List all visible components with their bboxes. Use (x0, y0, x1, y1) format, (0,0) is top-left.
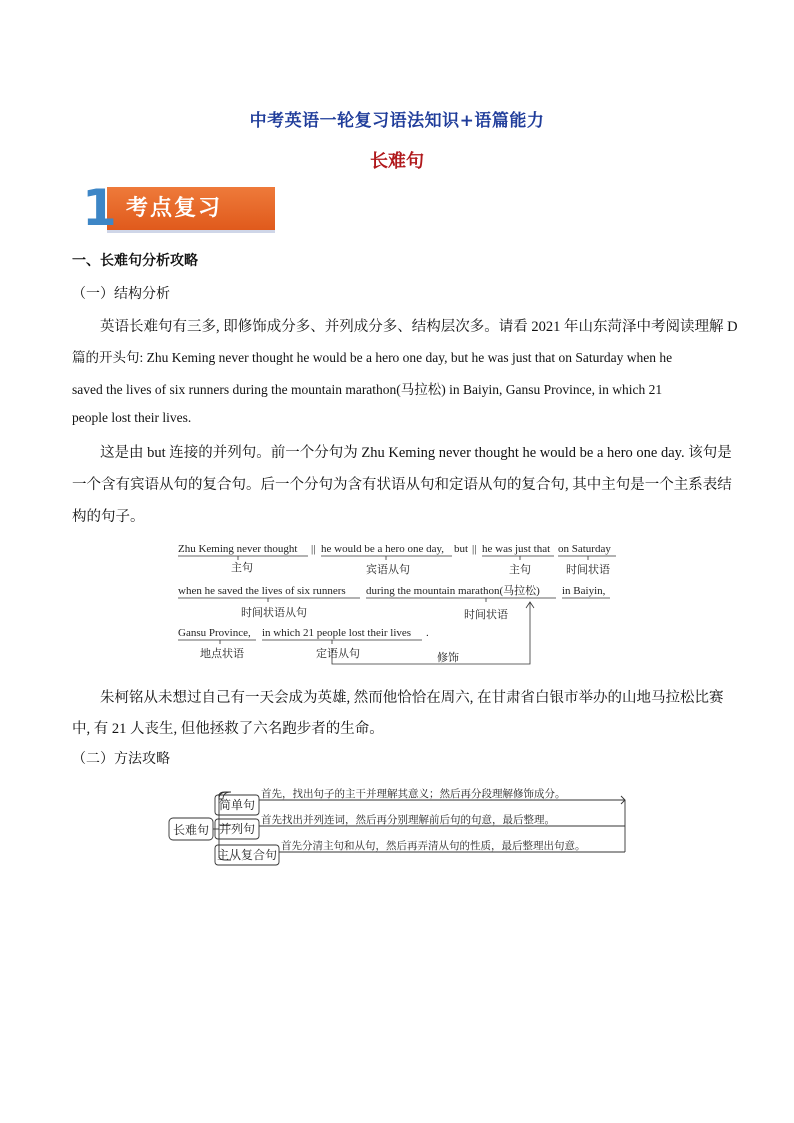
paragraph-line: 构的句子。 (72, 509, 145, 525)
section-badge-label: 考点复习 (126, 195, 223, 221)
document-subtitle: 长难句 (370, 151, 424, 172)
diagram-separator: || (472, 543, 477, 555)
paragraph-line: people lost their lives. (72, 410, 192, 425)
diagram-label: 定语从句 (316, 648, 360, 660)
diagram-segment: . (426, 627, 429, 639)
paragraph-line: 英语长难句有三多, 即修饰成分多、并列成分多、结构层次多。请看 2021 年山东菏泽中考阅读理解 D (100, 319, 738, 335)
diagram-segment: he would be a hero one day, (321, 543, 444, 555)
method-item-label: 并列句 (218, 822, 256, 836)
section-heading: 一、长难句分析攻略 (72, 253, 198, 269)
section-badge-number: 1 (82, 179, 117, 237)
paragraph-line: 中, 有 21 人丧生, 但他拯救了六名跑步者的生命。 (72, 721, 384, 737)
diagram-segment: when he saved the lives of six runners (178, 585, 346, 597)
paragraph-line: saved the lives of six runners during the mountain marathon(马拉松) in Baiyin, Gansu Province, in which 21 (72, 382, 663, 397)
diagram-label: 时间状语 (566, 564, 610, 576)
diagram-label: 修饰 (437, 652, 459, 664)
diagram-label: 时间状语从句 (241, 607, 307, 619)
subsection-heading-structure: （一）结构分析 (72, 286, 170, 302)
sentence-structure-diagram (170, 538, 630, 670)
diagram-label: 宾语从句 (366, 564, 410, 576)
diagram-conjunction: but (454, 543, 469, 555)
diagram-label: 主句 (509, 564, 531, 576)
method-tree-diagram (165, 782, 635, 870)
paragraph-line: 朱柯铭从未想过自己有一天会成为英雄, 然而他恰恰在周六, 在甘肃省白银市举办的山地马拉松比赛 (100, 690, 724, 706)
diagram-segment: Gansu Province, (178, 627, 251, 639)
diagram-label: 地点状语 (200, 648, 244, 660)
paragraph-line: 这是由 but 连接的并列句。前一个分句为 Zhu Keming never thought he would be a hero one day. 该句是 (100, 445, 732, 461)
method-item-text: 首先，找出句子的主干并理解其意义；然后再分段理解修饰成分。 (261, 789, 566, 800)
paragraph-line: 篇的开头句: Zhu Keming never thought he would be a hero one day, but he was just that on Saturday when he (72, 350, 673, 365)
method-root-label: 长难句 (172, 823, 210, 837)
diagram-segment: in Baiyin, (562, 585, 606, 597)
diagram-segment: during the mountain marathon(马拉松) (366, 585, 540, 597)
diagram-separator: || (311, 543, 316, 555)
method-item-text: 首先分清主句和从句，然后再弄清从句的性质，最后整理出句意。 (281, 841, 586, 852)
diagram-segment: Zhu Keming never thought (178, 543, 298, 555)
paragraph-line: 一个含有宾语从句的复合句。后一个分句为含有状语从句和定语从句的复合句, 其中主句是一个主系表结 (72, 477, 732, 493)
diagram-segment: he was just that (482, 543, 551, 555)
diagram-label: 主句 (231, 562, 253, 574)
subsection-heading-method: （二）方法攻略 (72, 751, 170, 767)
diagram-segment: on Saturday (558, 543, 611, 555)
diagram-label: 时间状语 (464, 609, 508, 621)
method-item-text: 首先找出并列连词，然后再分别理解前后句的句意，最后整理。 (261, 815, 555, 826)
method-item-label: 简单句 (218, 798, 256, 812)
document-title: 中考英语一轮复习语法知识+语篇能力 (249, 111, 545, 131)
method-item-label: 主从复合句 (216, 848, 278, 862)
diagram-segment: in which 21 people lost their lives (262, 627, 412, 639)
